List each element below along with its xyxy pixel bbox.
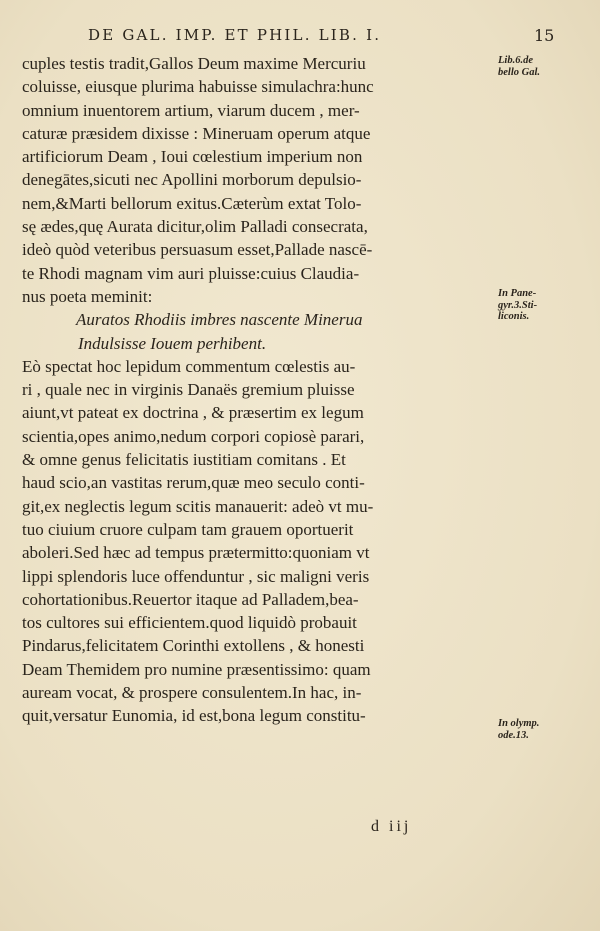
text-line: omnium inuentorem artium, viarum ducem , mer- (22, 100, 360, 120)
text-line: denegātes,sicuti nec Apollini morborum depulsio- (22, 170, 362, 190)
marginal-note-line: Lib.6.de (498, 55, 533, 66)
text-line: nus poeta meminit: (22, 286, 153, 306)
main-text-block (22, 52, 498, 728)
text-line: git,ex neglectis legum scitis manauerit: adeò vt mu- (22, 496, 374, 516)
text-line: ri , quale nec in virginis Danaës gremium pluisse (22, 380, 355, 400)
marginal-note-line: bello Gal. (498, 66, 540, 78)
text-line: caturæ præsidem dixisse : Mineruam operum atque (22, 123, 371, 143)
running-title: DE GAL. IMP. ET PHIL. LIB. I. (88, 26, 382, 44)
text-line: aiunt,vt pateat ex doctrina , & præsertim ex legum (22, 403, 364, 423)
marginal-note (498, 55, 540, 78)
verse-line: Auratos Rhodiis imbres nascente Minerua (76, 310, 363, 330)
text-line: aboleri.Sed hæc ad tempus prætermitto:quoniam vt (22, 543, 370, 563)
marginal-note-line: In olymp. (498, 718, 540, 729)
text-line: artificiorum Deam , Ioui cœlestium imperium non (22, 147, 363, 167)
text-line: cuples testis tradit,Gallos Deum maxime Mercuriu (22, 54, 366, 73)
text-line: auream vocat, & prospere consulentem.In hac, in- (22, 683, 362, 703)
marginal-note (498, 718, 539, 741)
page-number: 15 (534, 26, 555, 45)
text-line: coluisse, eiusque plurima habuisse simulachra:hunc (22, 77, 374, 97)
text-line: haud scio,an vastitas rerum,quæ meo seculo conti- (22, 473, 365, 493)
text-line: scientia,opes animo,nedum corpori copiosè parari, (22, 426, 365, 446)
marginal-note-line: gyr.3.Sti- (498, 299, 538, 311)
text-line: & omne genus felicitatis iustitiam comitans . Et (22, 450, 346, 470)
marginal-note (498, 288, 537, 323)
marginal-note-line: In Pane- (498, 288, 537, 299)
text-line: quit,versatur Eunomia, id est,bona legum constitu- (22, 706, 366, 726)
text-line: te Rhodi magnam vim auri pluisse:cuius Claudia- (22, 263, 360, 283)
text-line: ideò quòd veteribus persuasum esset,Pallade nascē- (22, 240, 373, 260)
marginal-note-line: liconis. (498, 311, 530, 322)
text-line: Pindarus,felicitatem Corinthi extollens , & honesti (22, 636, 365, 656)
marginal-note-line: ode.13. (498, 729, 529, 741)
text-line: Deam Themidem pro numine præsentissimo: quam (22, 659, 371, 679)
text-line: lippi splendoris luce offenduntur , sic maligni veris (22, 566, 370, 586)
text-line: tos cultores sui efficientem.quod liquidò probauit (22, 613, 357, 633)
text-line: tuo ciuium cruore culpam tam grauem oportuerit (22, 519, 354, 539)
text-line: sę ædes,quę Aurata dicitur,olim Palladi consecrata, (22, 217, 368, 237)
signature-mark: d iij (371, 818, 412, 835)
text-line: cohortationibus.Reuertor itaque ad Palladem,bea- (22, 589, 359, 609)
text-line: nem,&Marti bellorum exitus.Cæterùm extat Tolo- (22, 193, 362, 213)
verse-line: Indulsisse Iouem perhibent. (78, 333, 267, 353)
text-line: Eò spectat hoc lepidum commentum cœlestis au- (22, 356, 356, 376)
